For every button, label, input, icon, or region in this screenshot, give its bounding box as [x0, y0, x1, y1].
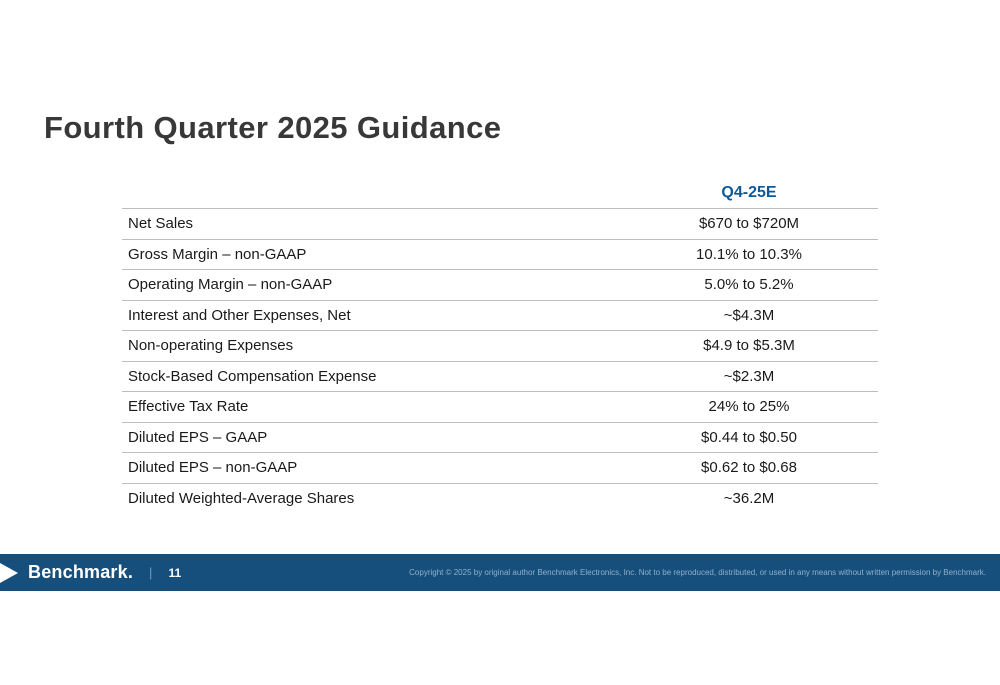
benchmark-arrow-icon — [0, 563, 18, 583]
column-header: Q4-25E — [721, 183, 777, 201]
row-value: 5.0% to 5.2% — [704, 276, 794, 294]
row-label: Diluted Weighted-Average Shares — [128, 489, 355, 507]
benchmark-logo: Benchmark. — [28, 562, 134, 582]
row-label: Interest and Other Expenses, Net — [128, 306, 351, 324]
row-value: ~$4.3M — [723, 306, 775, 324]
row-value: 10.1% to 10.3% — [696, 245, 802, 263]
row-label: Diluted EPS – non-GAAP — [128, 459, 298, 477]
row-value: 24% to 25% — [708, 398, 790, 416]
row-label: Effective Tax Rate — [128, 398, 249, 416]
table-row — [122, 269, 878, 300]
table-row — [122, 239, 878, 270]
table-row — [122, 422, 878, 453]
page-number: 11 — [168, 565, 182, 580]
row-value: ~36.2M — [723, 489, 775, 507]
table-row — [122, 452, 878, 483]
table-row — [122, 483, 878, 514]
footer-bar — [0, 554, 1000, 591]
table-header-row — [122, 177, 878, 208]
copyright-text: Copyright © 2025 by original author Benchmark Electronics, Inc. Not to be reproduced, distributed, or used in any means without written permission by Benchmark. — [409, 568, 986, 577]
row-value: $4.9 to $5.3M — [703, 337, 795, 355]
row-value: $0.62 to $0.68 — [701, 459, 797, 477]
row-value: $0.44 to $0.50 — [701, 428, 797, 446]
row-label: Stock-Based Compensation Expense — [128, 367, 377, 385]
row-label: Operating Margin – non-GAAP — [128, 276, 333, 294]
row-label: Gross Margin – non-GAAP — [128, 245, 307, 263]
table-row — [122, 208, 878, 239]
table-row — [122, 391, 878, 422]
row-label: Non-operating Expenses — [128, 337, 294, 355]
row-label: Net Sales — [128, 215, 194, 233]
guidance-table — [122, 177, 878, 513]
table-row — [122, 330, 878, 361]
table-row — [122, 300, 878, 331]
footer-divider: | — [149, 565, 153, 580]
slide-title: Fourth Quarter 2025 Guidance — [44, 110, 502, 145]
row-label: Diluted EPS – GAAP — [128, 428, 268, 446]
row-value: $670 to $720M — [698, 215, 800, 233]
row-value: ~$2.3M — [723, 367, 775, 385]
table-row — [122, 361, 878, 392]
guidance-table-body — [122, 208, 878, 513]
